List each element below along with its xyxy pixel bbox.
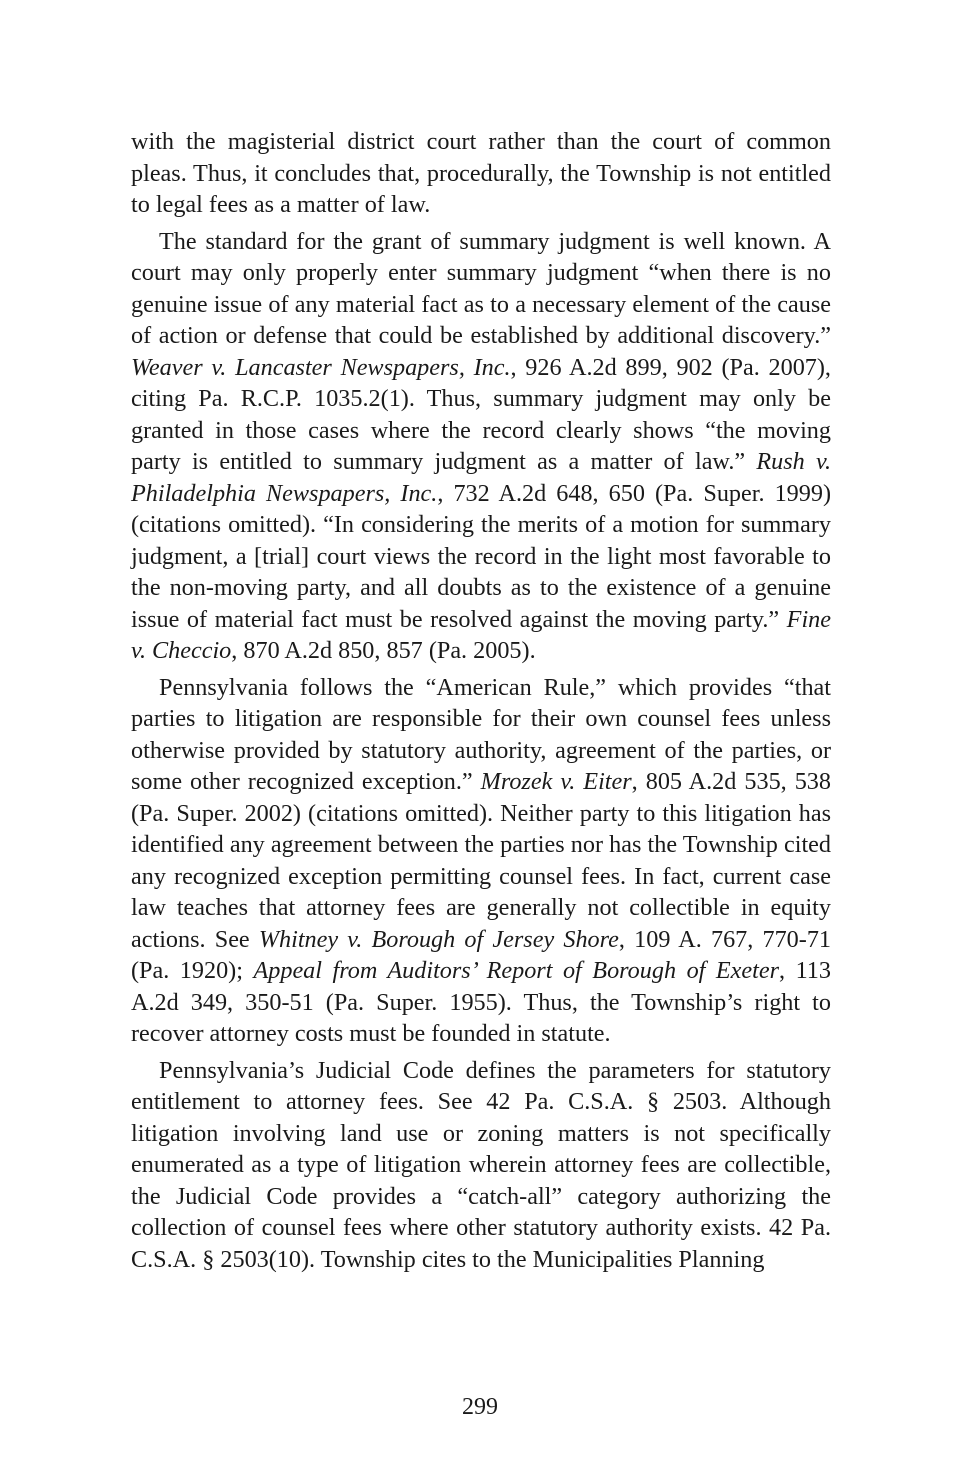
case-citation-mrozek: Mrozek v. Eiter — [480, 768, 632, 795]
case-citation-whitney: Whitney v. Borough of Jersey Shore — [258, 925, 619, 953]
document-body — [131, 126, 831, 1280]
case-citation-fine: Fine v. Checcio — [131, 605, 831, 664]
paragraph-3-text-3: , 109 A. 767, 770-71 (Pa. 1920); — [131, 925, 832, 984]
case-citation-weaver: Weaver v. Lancaster Newspapers, Inc. — [131, 353, 511, 381]
paragraph-2-text-2: , 926 A.2d 899, 902 (Pa. 2007), citing Pa. R.C.P. 1035.2(1). Thus, summary judgment may only be granted in those cases where the record clearly shows “the moving party is entitled to summary judgment as a matter of law.” — [131, 353, 831, 475]
page-number: 299 — [462, 1394, 498, 1420]
paragraph-3-text-1: Pennsylvania follows the “American Rule,” which provides “that parties to litigation are responsible for their own counsel fees unless otherwise provided by statutory authority, agreement of the parties, or some other recognized exception.” — [131, 673, 831, 795]
case-citation-exeter: Appeal from Auditors’ Report of Borough of Exeter — [253, 957, 780, 984]
paragraph-3-text-2: , 805 A.2d 535, 538 (Pa. Super. 2002) (citations omitted). Neither party to this litigation has identified any agreement between the parties nor has the Township cited any recognized exception permitting counsel fees. In fact, current case law teaches that attorney fees are generally not collectible in equity actions. See — [131, 768, 831, 953]
paragraph-3-text-4: , 113 A.2d 349, 350-51 (Pa. Super. 1955). Thus, the Township’s right to recover attorney costs must be founded in statute. — [131, 957, 831, 1047]
paragraph-2 — [131, 226, 831, 667]
paragraph-2-text-1: The standard for the grant of summary judgment is well known. A court may only properly enter summary judgment “when there is no genuine issue of any material fact as to a necessary element of the cause of action or defense that could be established by additional discovery.” — [131, 227, 831, 349]
paragraph-2-text-4: , 870 A.2d 850, 857 (Pa. 2005). — [231, 637, 536, 664]
paragraph-4 — [131, 1055, 831, 1276]
paragraph-4-text: Pennsylvania’s Judicial Code defines the parameters for statutory entitlement to attorney fees. See 42 Pa. C.S.A. § 2503. Although litigation involving land use or zoning matters is not specifically enumerated as a type of litigation wherein attorney fees are collectible, the Judicial Code provides a “catch-all” category authorizing the collection of counsel fees where other statutory authority exists. 42 Pa. C.S.A. § 2503(10). Township cites to the Municipalities Planning — [131, 1056, 831, 1273]
paragraph-1 — [131, 126, 831, 221]
paragraph-3 — [131, 672, 831, 1050]
paragraph-2-text-3: , 732 A.2d 648, 650 (Pa. Super. 1999) (citations omitted). “In considering the merits of a motion for summary judgment, a [trial] court views the record in the light most favorable to the non-moving party, and all doubts as to the existence of a genuine issue of material fact must be resolved against the moving party.” — [131, 479, 832, 633]
case-citation-rush: Rush v. Philadelphia Newspapers, Inc. — [131, 448, 831, 507]
paragraph-1-text: with the magisterial district court rather than the court of common pleas. Thus, it concludes that, procedurally, the Township is not entitled to legal fees as a matter of law. — [131, 128, 831, 218]
